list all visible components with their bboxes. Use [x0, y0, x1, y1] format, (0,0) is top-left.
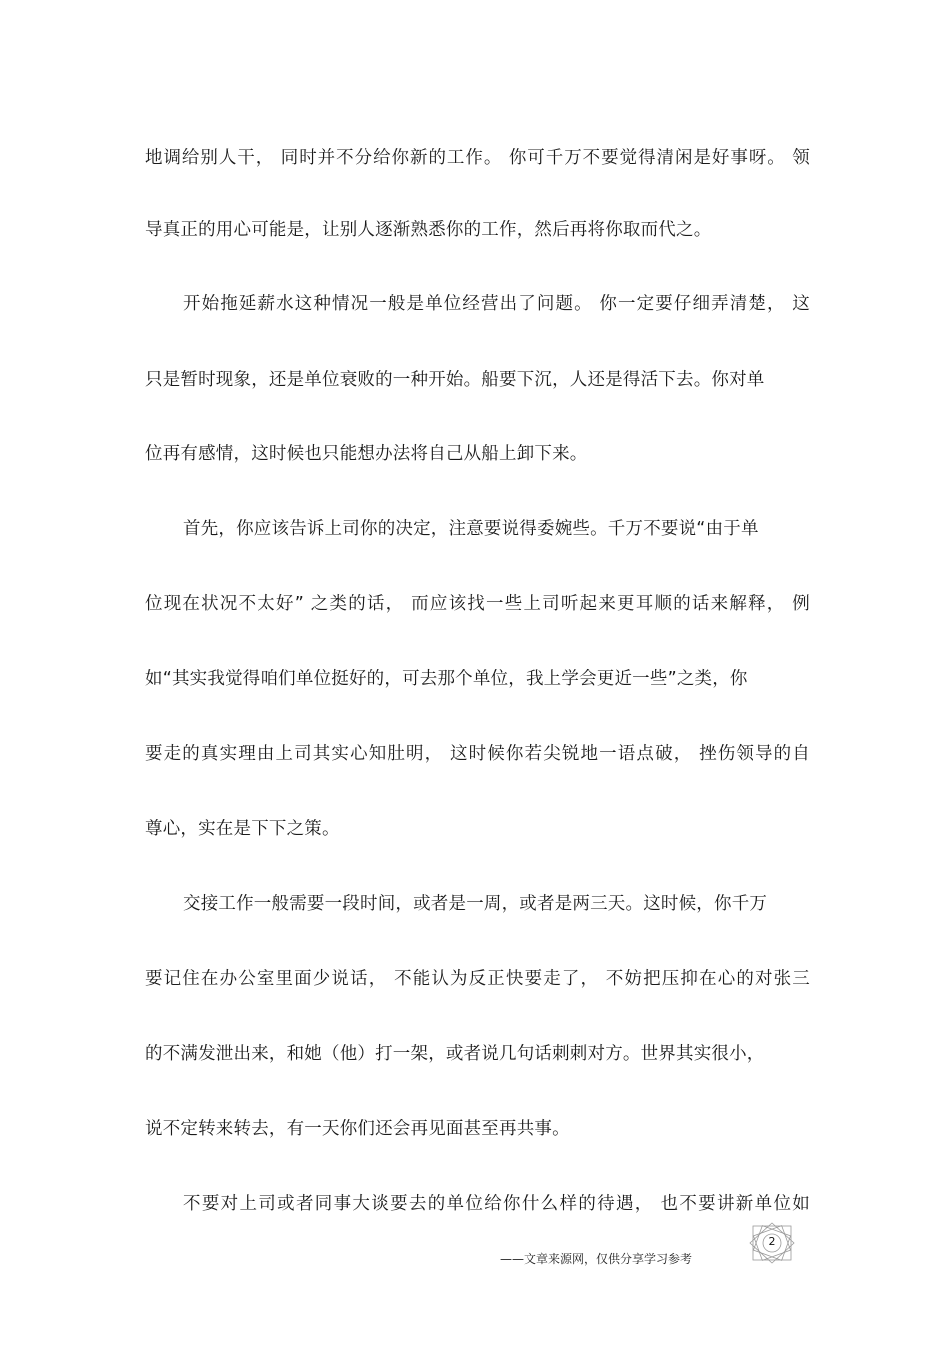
text-line: 开始拖延薪水这种情况一般是单位经营出了问题。 你一定要仔细弄清楚， 这	[183, 294, 810, 314]
page-number: 2	[768, 1235, 776, 1248]
text-line: 位再有感情，这时候也只能想办法将自己从船上卸下来。	[145, 444, 588, 464]
text-line: 尊心，实在是下下之策。	[145, 819, 340, 839]
text-line: 要走的真实理由上司其实心知肚明， 这时候你若尖锐地一语点破， 挫伤领导的自	[145, 744, 810, 764]
text-line: 只是暂时现象，还是单位衰败的一种开始。船要下沉，人还是得活下去。你对单	[145, 370, 765, 390]
text-line: 地调给别人干， 同时并不分给你新的工作。 你可千万不要觉得清闲是好事呀。 领	[145, 148, 810, 168]
text-line: 交接工作一般需要一段时间，或者是一周，或者是两三天。这时候，你千万	[183, 894, 768, 914]
text-line: 说不定转来转去，有一天你们还会再见面甚至再共事。	[145, 1119, 570, 1139]
text-line: 不要对上司或者同事大谈要去的单位给你什么样的待遇， 也不要讲新单位如	[183, 1194, 810, 1214]
text-line: 位现在状况不太好” 之类的话， 而应该找一些上司听起来更耳顺的话来解释， 例	[145, 594, 810, 614]
page-number-badge	[747, 1222, 797, 1264]
text-line: 首先，你应该告诉上司你的决定，注意要说得委婉些。千万不要说“由于单	[183, 519, 759, 539]
footer-source-note: ——文章来源网，仅供分享学习参考	[500, 1252, 693, 1266]
text-line: 要记住在办公室里面少说话， 不能认为反正快要走了， 不妨把压抑在心的对张三	[145, 969, 810, 989]
text-line: 如“其实我觉得咱们单位挺好的，可去那个单位，我上学会更近一些”之类，你	[145, 669, 748, 689]
text-line: 的不满发泄出来，和她（他）打一架，或者说几句话刺刺对方。世界其实很小，	[145, 1044, 765, 1064]
text-line: 导真正的用心可能是，让别人逐渐熟悉你的工作，然后再将你取而代之。	[145, 220, 712, 240]
